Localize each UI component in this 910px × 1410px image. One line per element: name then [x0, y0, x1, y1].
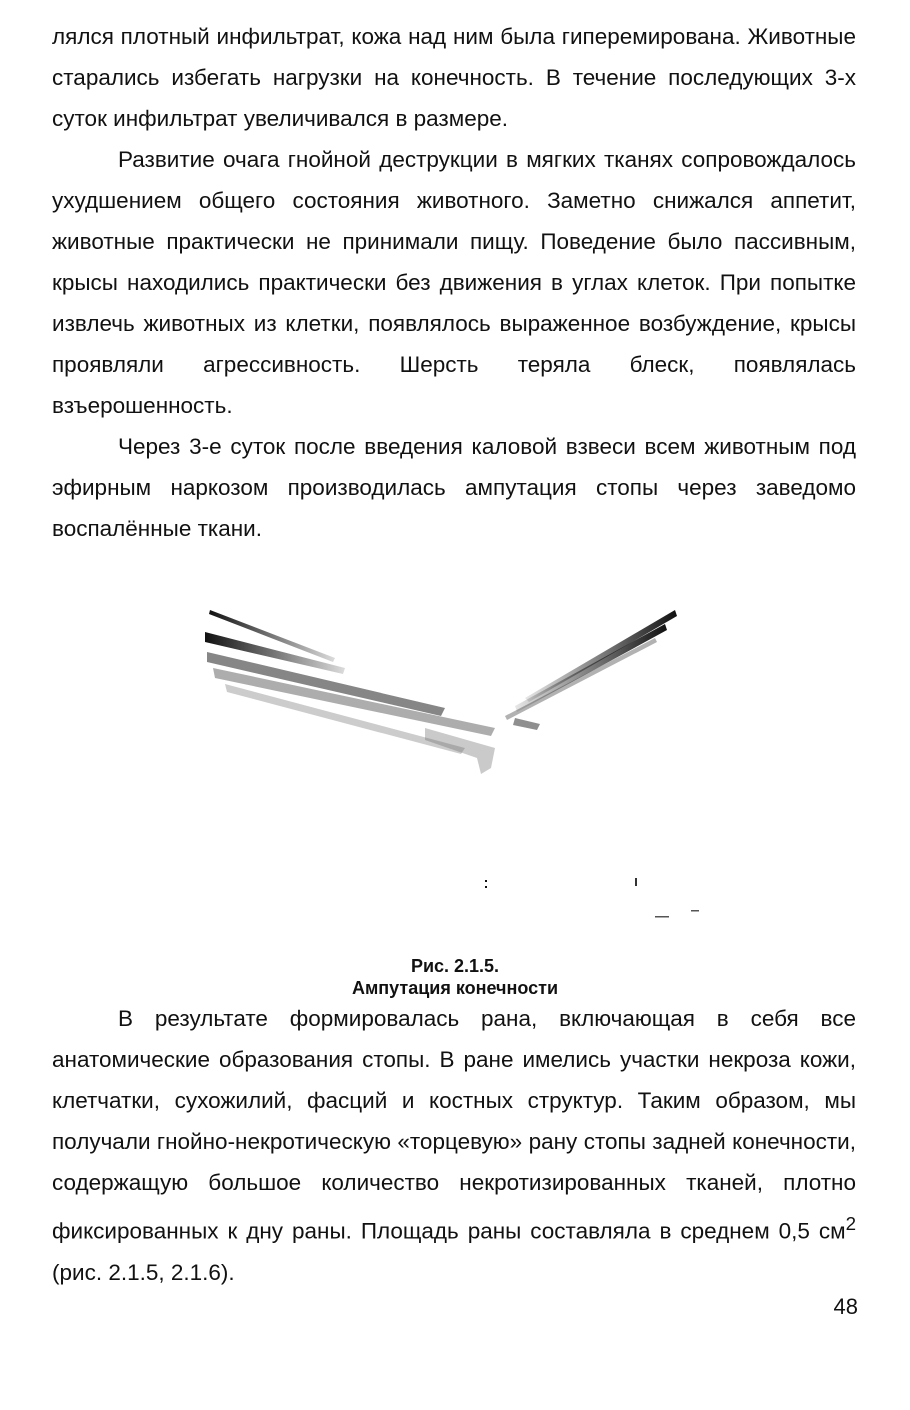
- paragraph-wound-description: [52, 998, 856, 1293]
- bottom-text-block: [52, 998, 856, 1293]
- figure-number: Рис. 2.1.5.: [410, 956, 500, 976]
- figure-caption: Ампутация конечности: [351, 978, 559, 998]
- left-instrument-shape: [205, 610, 540, 774]
- photo-specks: [485, 878, 699, 918]
- right-instrument-shape: [505, 610, 677, 720]
- amputation-photo: [195, 598, 725, 928]
- area-unit-superscript: 2: [845, 1213, 856, 1234]
- figure-reference: (рис. 2.1.5, 2.1.6).: [52, 1259, 235, 1285]
- photo-illustration: [195, 598, 725, 928]
- paragraph-general-condition: Развитие очага гнойной деструкции в мягких тканях сопровождалось ухудшением общего состояния животного. Заметно снижался аппетит, животные практически не принимали пищу. Поведение было пассивным, крысы находились практически без движения в углах клеток. При попытке извлечь животных из клетки, появлялось выраженное возбуждение, крысы проявляли агрессивность. Шерсть теряла блеск, появлялась взъерошенность.: [52, 147, 856, 418]
- top-text-block: [52, 16, 856, 549]
- paragraph-amputation: Через 3-е суток после введения каловой взвеси всем животным под эфирным наркозом производилась ампутация стопы через заведомо воспалённые ткани.: [52, 434, 856, 541]
- page-number: 48: [833, 1294, 858, 1319]
- wound-text: В результате формировалась рана, включающая в себя все анатомические образования стопы. В ране имелись участки некроза кожи, клетчатки, сухожилий, фасций и костных структур. Таким образом, мы получали гнойно-некротическую «торцевую» рану стопы задней конечности, содержащую большое количество некротизированных тканей, плотно фиксированных к дну раны. Площадь раны составляла в среднем 0,5 см: [52, 1006, 856, 1244]
- paragraph-continuation: лялся плотный инфильтрат, кожа над ним была гиперемирована. Животные старались избегать нагрузки на конечность. В течение последующих 3-х суток инфильтрат увеличивался в размере.: [52, 24, 856, 131]
